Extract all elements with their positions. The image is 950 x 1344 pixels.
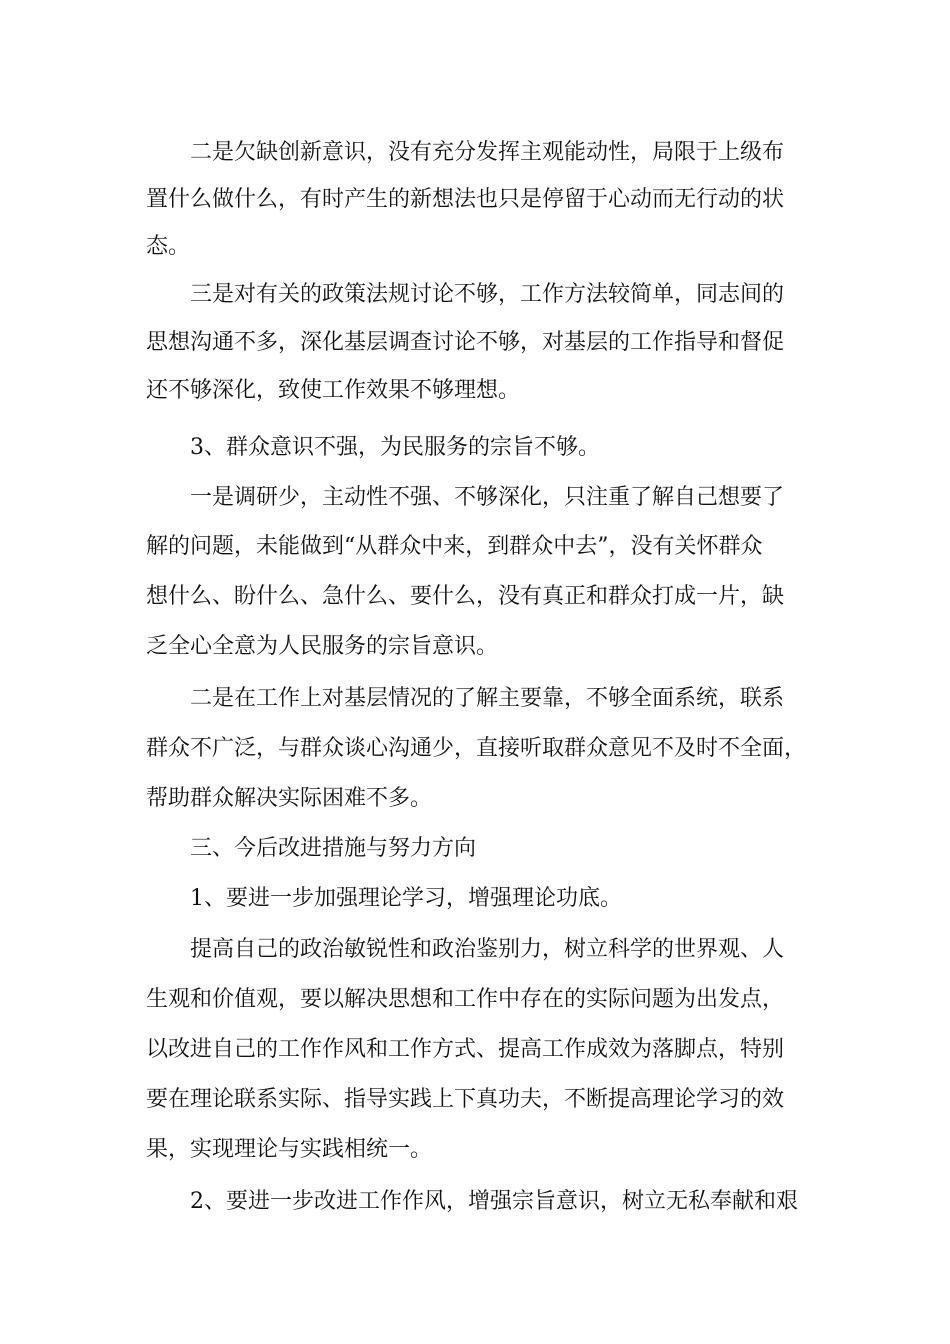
- list-heading: 2、要进一步改进工作作风，增强宗旨意识，树立无私奉献和艰: [190, 1189, 798, 1214]
- paragraph-line: 乏全心全意为人民服务的宗旨意识。: [146, 634, 499, 659]
- list-heading: 3、群众意识不强，为民服务的宗旨不够。: [190, 435, 600, 460]
- paragraph-line: 二是欠缺创新意识，没有充分发挥主观能动性，局限于上级布: [190, 140, 785, 165]
- paragraph-line: 生观和价值观，要以解决思想和工作中存在的实际问题为出发点，: [146, 987, 785, 1012]
- paragraph-line: 态。: [146, 234, 191, 259]
- paragraph-line: 提高自己的政治敏锐性和政治鉴别力，树立科学的世界观、人: [190, 937, 785, 962]
- paragraph-line: 一是调研少，主动性不强、不够深化，只注重了解自己想要了: [190, 485, 785, 510]
- paragraph-line: 果，实现理论与实践相统一。: [146, 1137, 433, 1162]
- paragraph-line: 想什么、盼什么、急什么、要什么，没有真正和群众打成一片，缺: [146, 584, 785, 609]
- paragraph-line: 群众不广泛，与群众谈心沟通少，直接听取群众意见不及时不全面，: [146, 736, 807, 761]
- paragraph-line: 要在理论联系实际、指导实践上下真功夫，不断提高理论学习的效: [146, 1087, 785, 1112]
- list-heading: 1、要进一步加强理论学习，增强理论功底。: [190, 886, 622, 911]
- paragraph-line: 置什么做什么，有时产生的新想法也只是停留于心动而无行动的状: [146, 187, 785, 212]
- paragraph-line: 二是在工作上对基层情况的了解主要靠，不够全面系统，联系: [190, 686, 785, 711]
- paragraph-line: 思想沟通不多，深化基层调查讨论不够，对基层的工作指导和督促: [146, 330, 785, 355]
- paragraph-line: 帮助群众解决实际困难不多。: [146, 786, 433, 811]
- paragraph-line: 还不够深化，致使工作效果不够理想。: [146, 378, 521, 403]
- paragraph-line: 以改进自己的工作作风和工作方式、提高工作成效为落脚点，特别: [146, 1037, 785, 1062]
- paragraph-line: 解的问题，未能做到“从群众中来，到群众中去”，没有关怀群众: [146, 534, 763, 559]
- paragraph-line: 三是对有关的政策法规讨论不够，工作方法较简单，同志间的: [190, 282, 785, 307]
- section-heading: 三、今后改进措施与努力方向: [190, 836, 477, 861]
